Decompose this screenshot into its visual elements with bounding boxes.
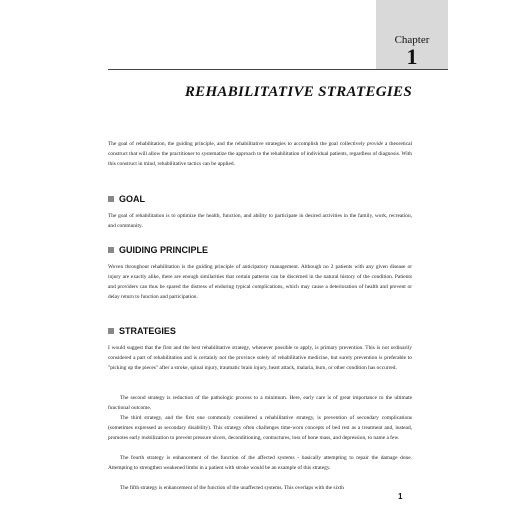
guiding-principle-heading-text: GUIDING PRINCIPLE <box>119 245 209 255</box>
goal-paragraph: The goal of rehabilitation is to optimize the health, function, and ability to participate in desired activities in the family, work, recreation, and community. <box>108 213 412 229</box>
heading-bullet-icon <box>108 247 114 253</box>
strategy-paragraph-3: The third strategy, and the first one commonly considered a rehabilitative strategy, is prevention of secondary complications (sometimes expressed as secondary disability). This strategy often challenges time-worn concepts of bed rest as a treatment and, instead, promotes early mobilization to prevent pressure ulcers, deconditioning, contractures, loss of bone mass, and depression, to name a few. <box>108 415 412 441</box>
chapter-number: 1 <box>406 44 418 69</box>
intro-text-start: The goal of rehabilitation, the guiding principle, and the rehabilitative strategies to accomplish the goal collectively <box>108 141 367 147</box>
strategies-body <box>108 343 412 493</box>
page-number: 1 <box>398 492 403 501</box>
strategies-heading-text: STRATEGIES <box>119 326 176 336</box>
goal-heading <box>108 193 145 205</box>
intro-paragraph <box>108 139 412 169</box>
strategy-paragraph-5: The fifth strategy is enhancement of the function of the unaffected systems. This overlaps with the sixth <box>120 485 344 491</box>
guiding-principle-paragraph: Woven throughout rehabilitation is the guiding principle of anticipatory management. Although no 2 patients with any given disease or injury are exactly alike, there are enough similarities that certain patterns can be discerned in the natural history of the condition. Patients and providers can thus be spared the distress of enduring typical complications, which may cause a deterioration of health and prevent or delay return to function and participation. <box>108 264 412 300</box>
strategy-paragraph-1: I would suggest that the first and the best rehabilitative strategy, whenever possible to apply, is primary prevention. This is not ordinarily considered a part of rehabilitation and is certainly not the province solely of rehabilitative medicine, but surely prevention is preferable to "picking up the pieces" after a stroke, spinal injury, traumatic brain injury, heart attack, malaria, burn, or other condition has occurred. <box>108 345 412 371</box>
goal-heading-text: GOAL <box>119 194 145 204</box>
chapter-tab <box>376 0 448 70</box>
strategies-heading <box>108 325 176 337</box>
chapter-label: Chapter <box>394 34 430 46</box>
intro-emphasis: provide <box>366 141 384 147</box>
heading-bullet-icon <box>108 196 114 202</box>
intro-text-end: a theoretical construct that will allow the practitioner to systematize the approach to the rehabilitation of individual patients, regardless of diagnosis. With this construct in mind, rehabilitative tactics can be applied. <box>108 141 412 167</box>
heading-bullet-icon <box>108 328 114 334</box>
strategy-paragraph-2: The second strategy is reduction of the pathologic process to a minimum. Here, early care is of great importance to the ultimate functional outcome. <box>108 395 412 411</box>
guiding-principle-heading <box>108 244 208 256</box>
chapter-title: REHABILITATIVE STRATEGIES <box>184 84 412 100</box>
strategy-paragraph-4: The fourth strategy is enhancement of the function of the affected systems - basically attempting to repair the damage done. Attempting to strengthen weakened limbs in a patient with stroke would be an example of this strategy. <box>108 455 412 471</box>
header-rule <box>108 69 448 70</box>
